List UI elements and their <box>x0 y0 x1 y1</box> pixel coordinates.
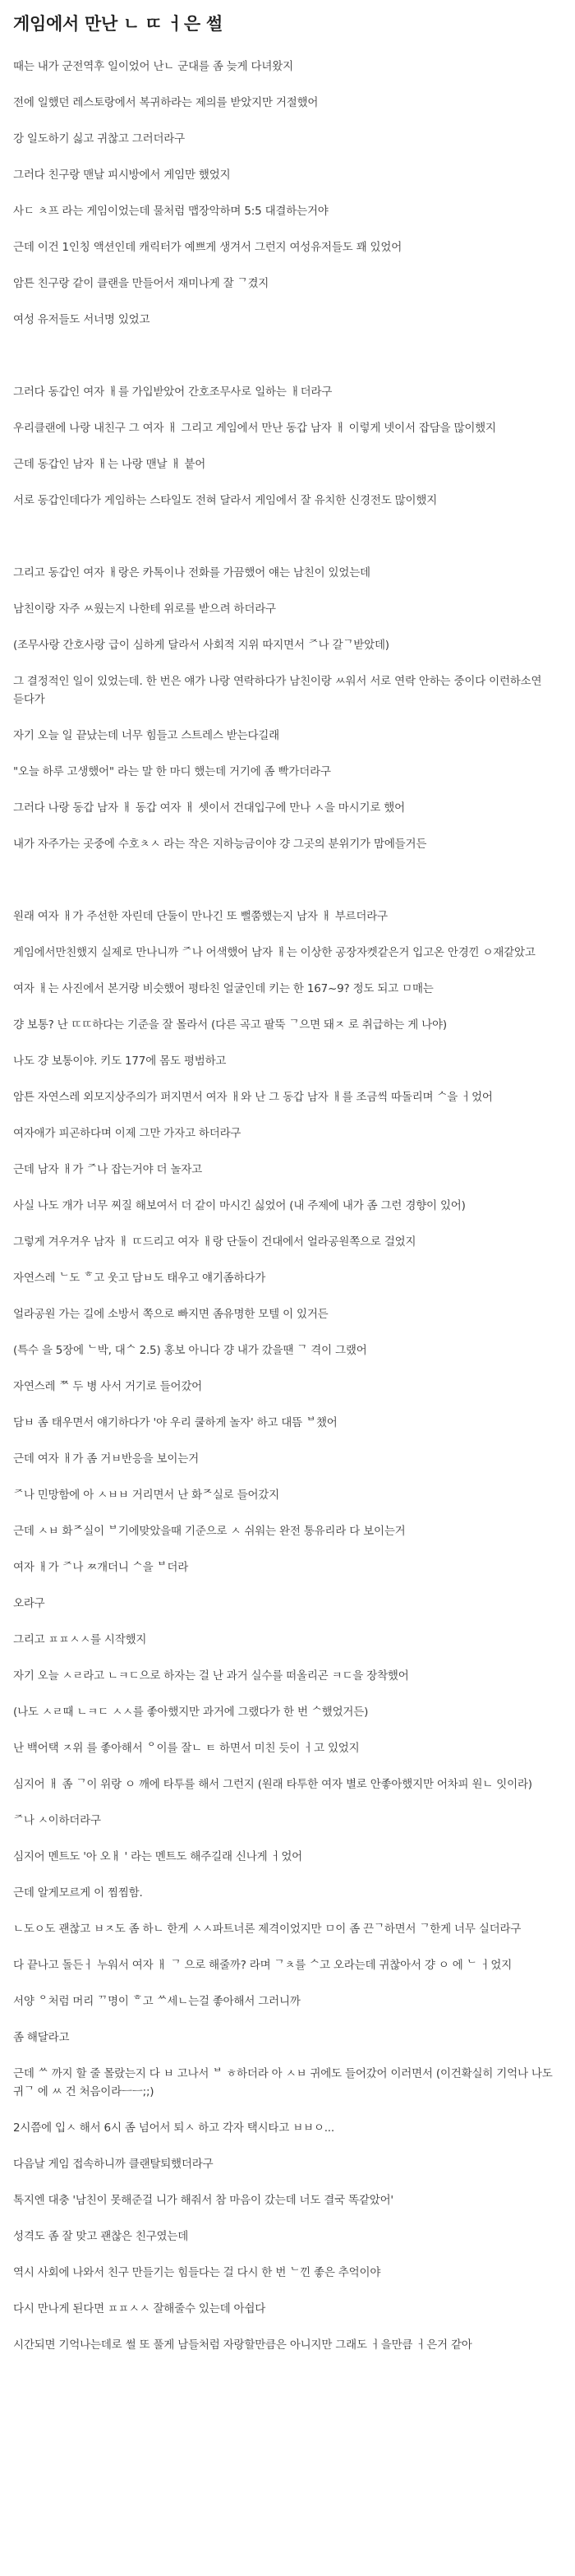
blank-line <box>12 76 564 94</box>
post-paragraph: 다시 만나게 된다면 ㅍㅍㅅㅅ 잘해줄수 있는데 아쉽다 <box>13 2302 266 2315</box>
post-paragraph: 얼라공원 가는 길에 소방서 쪽으로 빠지면 좀유명한 모텔 이 있거든 <box>13 1308 329 1321</box>
blank-line <box>12 2209 564 2227</box>
post-paragraph: 게임에서만친했지 실제로 만나니까 ᅎ나 어색했어 남자 ㅐ는 이상한 공장자켓같은거 입고온 안경낀 ㅇ재같았고 <box>13 946 536 959</box>
post-paragraph: 난 백어택 ㅈ위 를 좋아해서 ᄋ이를 잘ㄴ ㅌ 하면서 미친 듯이 ㅓ고 있었지 <box>13 1742 360 1755</box>
blank-line <box>12 2101 564 2119</box>
blank-line <box>12 781 564 799</box>
blank-line <box>12 889 564 907</box>
blank-line <box>12 1613 564 1631</box>
post-paragraph: 내가 자주가는 곳중에 수호ㅊㅅ 라는 작은 지하능금이야 걍 그곳의 분위기가 맘에들거든 <box>13 838 427 851</box>
blank-line <box>12 962 564 980</box>
post-paragraph: 근데 여자 ㅐ가 좀 거ㅂ반응을 보이는거 <box>13 1452 199 1466</box>
blank-line <box>12 1360 564 1378</box>
blank-line <box>12 1251 564 1269</box>
blank-line <box>12 998 564 1016</box>
blank-line <box>12 437 564 455</box>
post-paragraph: 다음날 게임 접속하니까 클랜탈퇴했더라구 <box>13 2158 214 2171</box>
post-paragraph: 근데 ㅅㅂ 화ᄌ실이 ᄇ기에맞았을때 기준으로 ㅅ 쉬워는 완전 통유리라 다 보이는거 <box>13 1525 406 1538</box>
blank-line <box>12 1938 564 1956</box>
post-paragraph: 심지어 ㅐ 좀 ᄀ이 위랑 ㅇ 깨에 타투를 해서 그런지 (원래 타투한 여자 별로 안좋아했지만 어차피 원ㄴ 잇이라) <box>13 1778 532 1791</box>
post-paragraph: 여자애가 피곤하다며 이제 그만 가자고 하더라구 <box>13 1127 242 1140</box>
post-paragraph: 자연스레 ᄂ도 ᄒ고 웃고 담ㅂ도 태우고 얘기좀하다가 <box>13 1272 266 1285</box>
post-paragraph: 2시쯤에 입ㅅ 해서 6시 좀 넘어서 퇴ㅅ 하고 각자 택시타고 ㅂㅂㅇ... <box>13 2121 334 2135</box>
post-title: 게임에서 만난 ㄴ ㄸ ㅓ은 썰 <box>13 14 223 34</box>
blank-line <box>12 1794 564 1812</box>
blank-line <box>12 347 564 365</box>
post-paragraph: 전에 일했던 레스토랑에서 복귀하라는 제의를 받았지만 거절했어 <box>13 96 319 109</box>
blank-line <box>12 1504 564 1522</box>
blank-line <box>12 1468 564 1486</box>
post-paragraph: 좀 해달라고 <box>13 2031 70 2044</box>
post-paragraph: 다 끝나고 돌든ㅓ 누워서 여자 ㅐ ᄀ 으로 해줄까? 라며 ᄀㅊ를 ᄉ고 오라는데 귀찮아서 걍 ㅇ 에 ᄂ ㅓ었지 <box>13 1959 513 1972</box>
post-paragraph: 사ㄷ ㅊ프 라는 게임이었는데 물처럼 맵장악하며 5:5 대결하는거야 <box>13 205 329 218</box>
blank-line <box>12 1830 564 1848</box>
post-paragraph: 남친이랑 자주 ㅆ웠는지 나한테 위로를 받으려 하더라구 <box>13 602 276 616</box>
post-paragraph: 여자 ㅐ가 ᅎ나 ㅉ개더니 ᄉ을 ᄇ더라 <box>13 1561 189 1574</box>
blank-line <box>12 1070 564 1088</box>
blank-line <box>12 473 564 492</box>
blank-line <box>12 2173 564 2191</box>
blank-line <box>12 582 564 600</box>
post-paragraph: 사실 나도 개가 너무 찌질 해보여서 더 같이 마시긴 싫었어 (내 주제에 내가 좀 그런 경향이 있어) <box>13 1199 466 1212</box>
blank-line <box>12 528 564 546</box>
blank-line <box>12 1974 564 1992</box>
post-paragraph: 자연스레 ᄍ 두 병 사서 거기로 들어갔어 <box>13 1380 203 1393</box>
blank-line <box>12 1540 564 1558</box>
blank-line <box>12 1034 564 1052</box>
post-paragraph: 우리클랜에 나랑 내친구 그 여자 ㅐ 그리고 게임에서 만난 동갑 남자 ㅐ 이렇게 넷이서 잡담을 많이했지 <box>13 422 496 435</box>
blank-line <box>12 148 564 166</box>
post-paragraph: 근데 이건 1인칭 액션인데 캐릭터가 예쁘게 생겨서 그런지 여성유저들도 꽤 있었어 <box>13 241 402 254</box>
post-paragraph: ㄴ도ㅇ도 괜찮고 ㅂㅈ도 좀 하ㄴ 한게 ㅅㅅ파트너론 제격이었지만 ㅁ이 좀 끈ᄀ하면서 ᄀ한게 너무 실더라구 <box>13 1923 522 1936</box>
post-paragraph: (특수 을 5장에 ᄂ박, 대ᄉ 2.5) 홍보 아니다 걍 내가 갔을땐 ᄀ 격이 그랬어 <box>13 1344 367 1357</box>
post-paragraph: 역시 사회에 나와서 친구 만들기는 힘들다는 걸 다시 한 번 ᄂ낀 좋은 추억이야 <box>13 2266 381 2279</box>
blank-line <box>12 546 564 564</box>
post-paragraph: 심지어 멘트도 '아 오ㅐ ' 라는 멘트도 해주길래 신나게 ㅓ었어 <box>13 1850 303 1863</box>
blank-line <box>12 871 564 889</box>
blank-line <box>12 2137 564 2155</box>
post-paragraph: "오늘 하루 고생했어" 라는 말 한 마디 했는데 거기에 좀 빡가더라구 <box>13 765 331 778</box>
blank-line <box>12 654 564 672</box>
post-paragraph: 그렇게 겨우겨우 남자 ㅐ ㄸ드리고 여자 ㅐ랑 단둘이 건대에서 얼라공원쪽으로 걸었지 <box>13 1235 416 1249</box>
post-paragraph: 그리고 동갑인 여자 ㅐ랑은 카톡이나 전화를 가끔했어 얘는 남친이 있었는데 <box>13 566 370 579</box>
post-paragraph: 그 결정적인 일이 있었는데. 한 번은 얘가 나랑 연락하다가 남친이랑 ㅆ워서 서로 연락 안하는 중이다 이런하소연 듣다가 <box>13 675 542 706</box>
blank-line <box>12 2318 564 2336</box>
blank-line <box>12 293 564 311</box>
blank-line <box>12 256 564 275</box>
blank-line <box>12 1396 564 1414</box>
blank-line <box>12 1106 564 1124</box>
blank-line <box>12 817 564 835</box>
post-paragraph: 암튼 친구랑 같이 클랜을 만들어서 재미나게 잘 ᄀ겼지 <box>13 277 269 290</box>
blank-line <box>12 2047 564 2065</box>
blank-line <box>12 220 564 238</box>
blank-line <box>12 1902 564 1920</box>
post-paragraph: 자기 오늘 ㅅㄹ라고 ㄴㅋㄷ으로 하자는 걸 난 과거 실수를 떠올리곤 ㅋㄷ을 장착했어 <box>13 1669 409 1683</box>
post-paragraph: 그러다 나랑 동갑 남자 ㅐ 동갑 여자 ㅐ 셋이서 건대입구에 만나 ㅅ을 마시기로 했어 <box>13 801 405 815</box>
post-paragraph: 여성 유저들도 서너명 있었고 <box>13 313 150 326</box>
post-paragraph: 그리고 ㅍㅍㅅㅅ를 시작했지 <box>13 1633 147 1646</box>
blank-line <box>12 2282 564 2300</box>
post-paragraph: 근데 알게모르게 이 찜찜함. <box>13 1886 143 1900</box>
post-paragraph: 원래 여자 ㅐ가 주선한 자린데 단둘이 만나긴 또 뻘쭘했는지 남자 ㅐ 부르더라구 <box>13 910 388 923</box>
post-body <box>12 58 564 2354</box>
blank-line <box>12 112 564 130</box>
post-paragraph: 근데 ᄊ 까지 할 줄 몰랐는지 다 ㅂ 고나서 ᄇ ㅎ하더라 아 ㅅㅂ 귀에도 들어갔어 이러면서 (이건확실히 기억나 나도 귀ᄀ 에 ㅆ 건 처음이라ㅡㅡ;;) <box>13 2067 553 2098</box>
blank-line <box>12 1721 564 1739</box>
post-paragraph: 자기 오늘 일 끝났는데 너무 힘들고 스트레스 받는다길래 <box>13 729 279 742</box>
post-paragraph: 톡지엔 대충 '남친이 못해준걸 니가 해줘서 참 마음이 갔는데 너도 결국 똑같았어' <box>13 2194 393 2207</box>
post-paragraph: ᅎ나 ㅅ이하더라구 <box>13 1814 101 1827</box>
blank-line <box>12 401 564 419</box>
post-paragraph: 나도 걍 보통이야. 키도 177에 몸도 평범하고 <box>13 1055 227 1068</box>
post-paragraph: 그러다 친구랑 맨날 피시방에서 게임만 했었지 <box>13 169 231 182</box>
post-paragraph: 때는 내가 군전역후 일이었어 난ㄴ 군대를 좀 늦게 다녀왔지 <box>13 60 293 73</box>
blank-line <box>12 510 564 528</box>
blank-line <box>12 2246 564 2264</box>
blank-line <box>12 853 564 871</box>
blank-line <box>12 926 564 944</box>
blank-line <box>12 329 564 347</box>
blank-line <box>12 618 564 636</box>
blank-line <box>12 1287 564 1305</box>
blank-line <box>12 1577 564 1595</box>
blank-line <box>12 1866 564 1884</box>
blank-line <box>12 1432 564 1450</box>
blank-line <box>12 745 564 763</box>
blank-line <box>12 1685 564 1703</box>
post-paragraph: (조무사랑 간호사랑 급이 심하게 달라서 사회적 지위 따지면서 ᅎ나 갈ᄀ받았데) <box>13 639 389 652</box>
blank-line <box>12 1215 564 1233</box>
blank-line <box>12 709 564 727</box>
post-paragraph: 오라구 <box>13 1597 45 1610</box>
blank-line <box>12 184 564 202</box>
post-paragraph: (나도 ㅅㄹ때 ㄴㅋㄷ ㅅㅅ를 좋아했지만 과거에 그랬다가 한 번 ᄉ했었거든) <box>13 1706 369 1719</box>
post-paragraph: 담ㅂ 좀 태우면서 얘기하다가 '야 우리 쿨하게 놀자' 하고 대뜸 ᄇ챘어 <box>13 1416 338 1429</box>
blank-line <box>12 365 564 383</box>
blank-line <box>12 1649 564 1667</box>
post-paragraph: ᅎ나 민망함에 아 ㅅㅂㅂ 거리면서 난 화ᄌ실로 들어갔지 <box>13 1489 279 1502</box>
post-paragraph: 서로 동갑인데다가 게임하는 스타일도 전혀 달라서 게임에서 잘 유치한 신경전도 많이했지 <box>13 494 438 507</box>
post-paragraph: 그러다 동갑인 여자 ㅐ를 가입받았어 간호조무사로 일하는 ㅐ더라구 <box>13 385 333 399</box>
blank-line <box>12 1757 564 1775</box>
post-paragraph: 암튼 자연스레 외모지상주의가 퍼지면서 여자 ㅐ와 난 그 동갑 남자 ㅐ를 조금씩 따돌리며 ᄉ을 ㅓ었어 <box>13 1091 493 1104</box>
blank-line <box>12 1143 564 1161</box>
post-paragraph: 근데 동갑인 남자 ㅐ는 나랑 맨날 ㅐ 붙어 <box>13 458 206 471</box>
blank-line <box>12 1179 564 1197</box>
post-paragraph: 성격도 좀 잘 맞고 괜찮은 친구였는데 <box>13 2230 189 2243</box>
post-paragraph: 근데 남자 ㅐ가 ᅎ나 잡는거야 더 놀자고 <box>13 1163 203 1176</box>
post-paragraph: 여자 ㅐ는 사진에서 본거랑 비슷했어 평타친 얼굴인데 키는 한 167~9? 정도 되고 ㅁ매는 <box>13 982 434 995</box>
blank-line <box>12 1323 564 1341</box>
blank-line <box>12 2010 564 2029</box>
post-paragraph: 시간되면 기억나는데로 썰 또 풀게 남들처럼 자랑할만큼은 아니지만 그래도 ㅓ을만큼 ㅓ은거 같아 <box>13 2338 472 2352</box>
post-paragraph: 걍 보통? 난 ㄸㄸ하다는 기준을 잘 몰라서 (다른 곡고 팔뚝 ᄀ으면 돼ㅈ 로 취급하는 게 나야) <box>13 1018 447 1032</box>
post-paragraph: 서양 ᄋ처럼 머리 ᄁ명이 ᄒ고 ᄊ세ㄴ는걸 좋아해서 그러니까 <box>13 1995 301 2008</box>
post-paragraph: 강 일도하기 싫고 귀찮고 그러더라구 <box>13 132 185 145</box>
